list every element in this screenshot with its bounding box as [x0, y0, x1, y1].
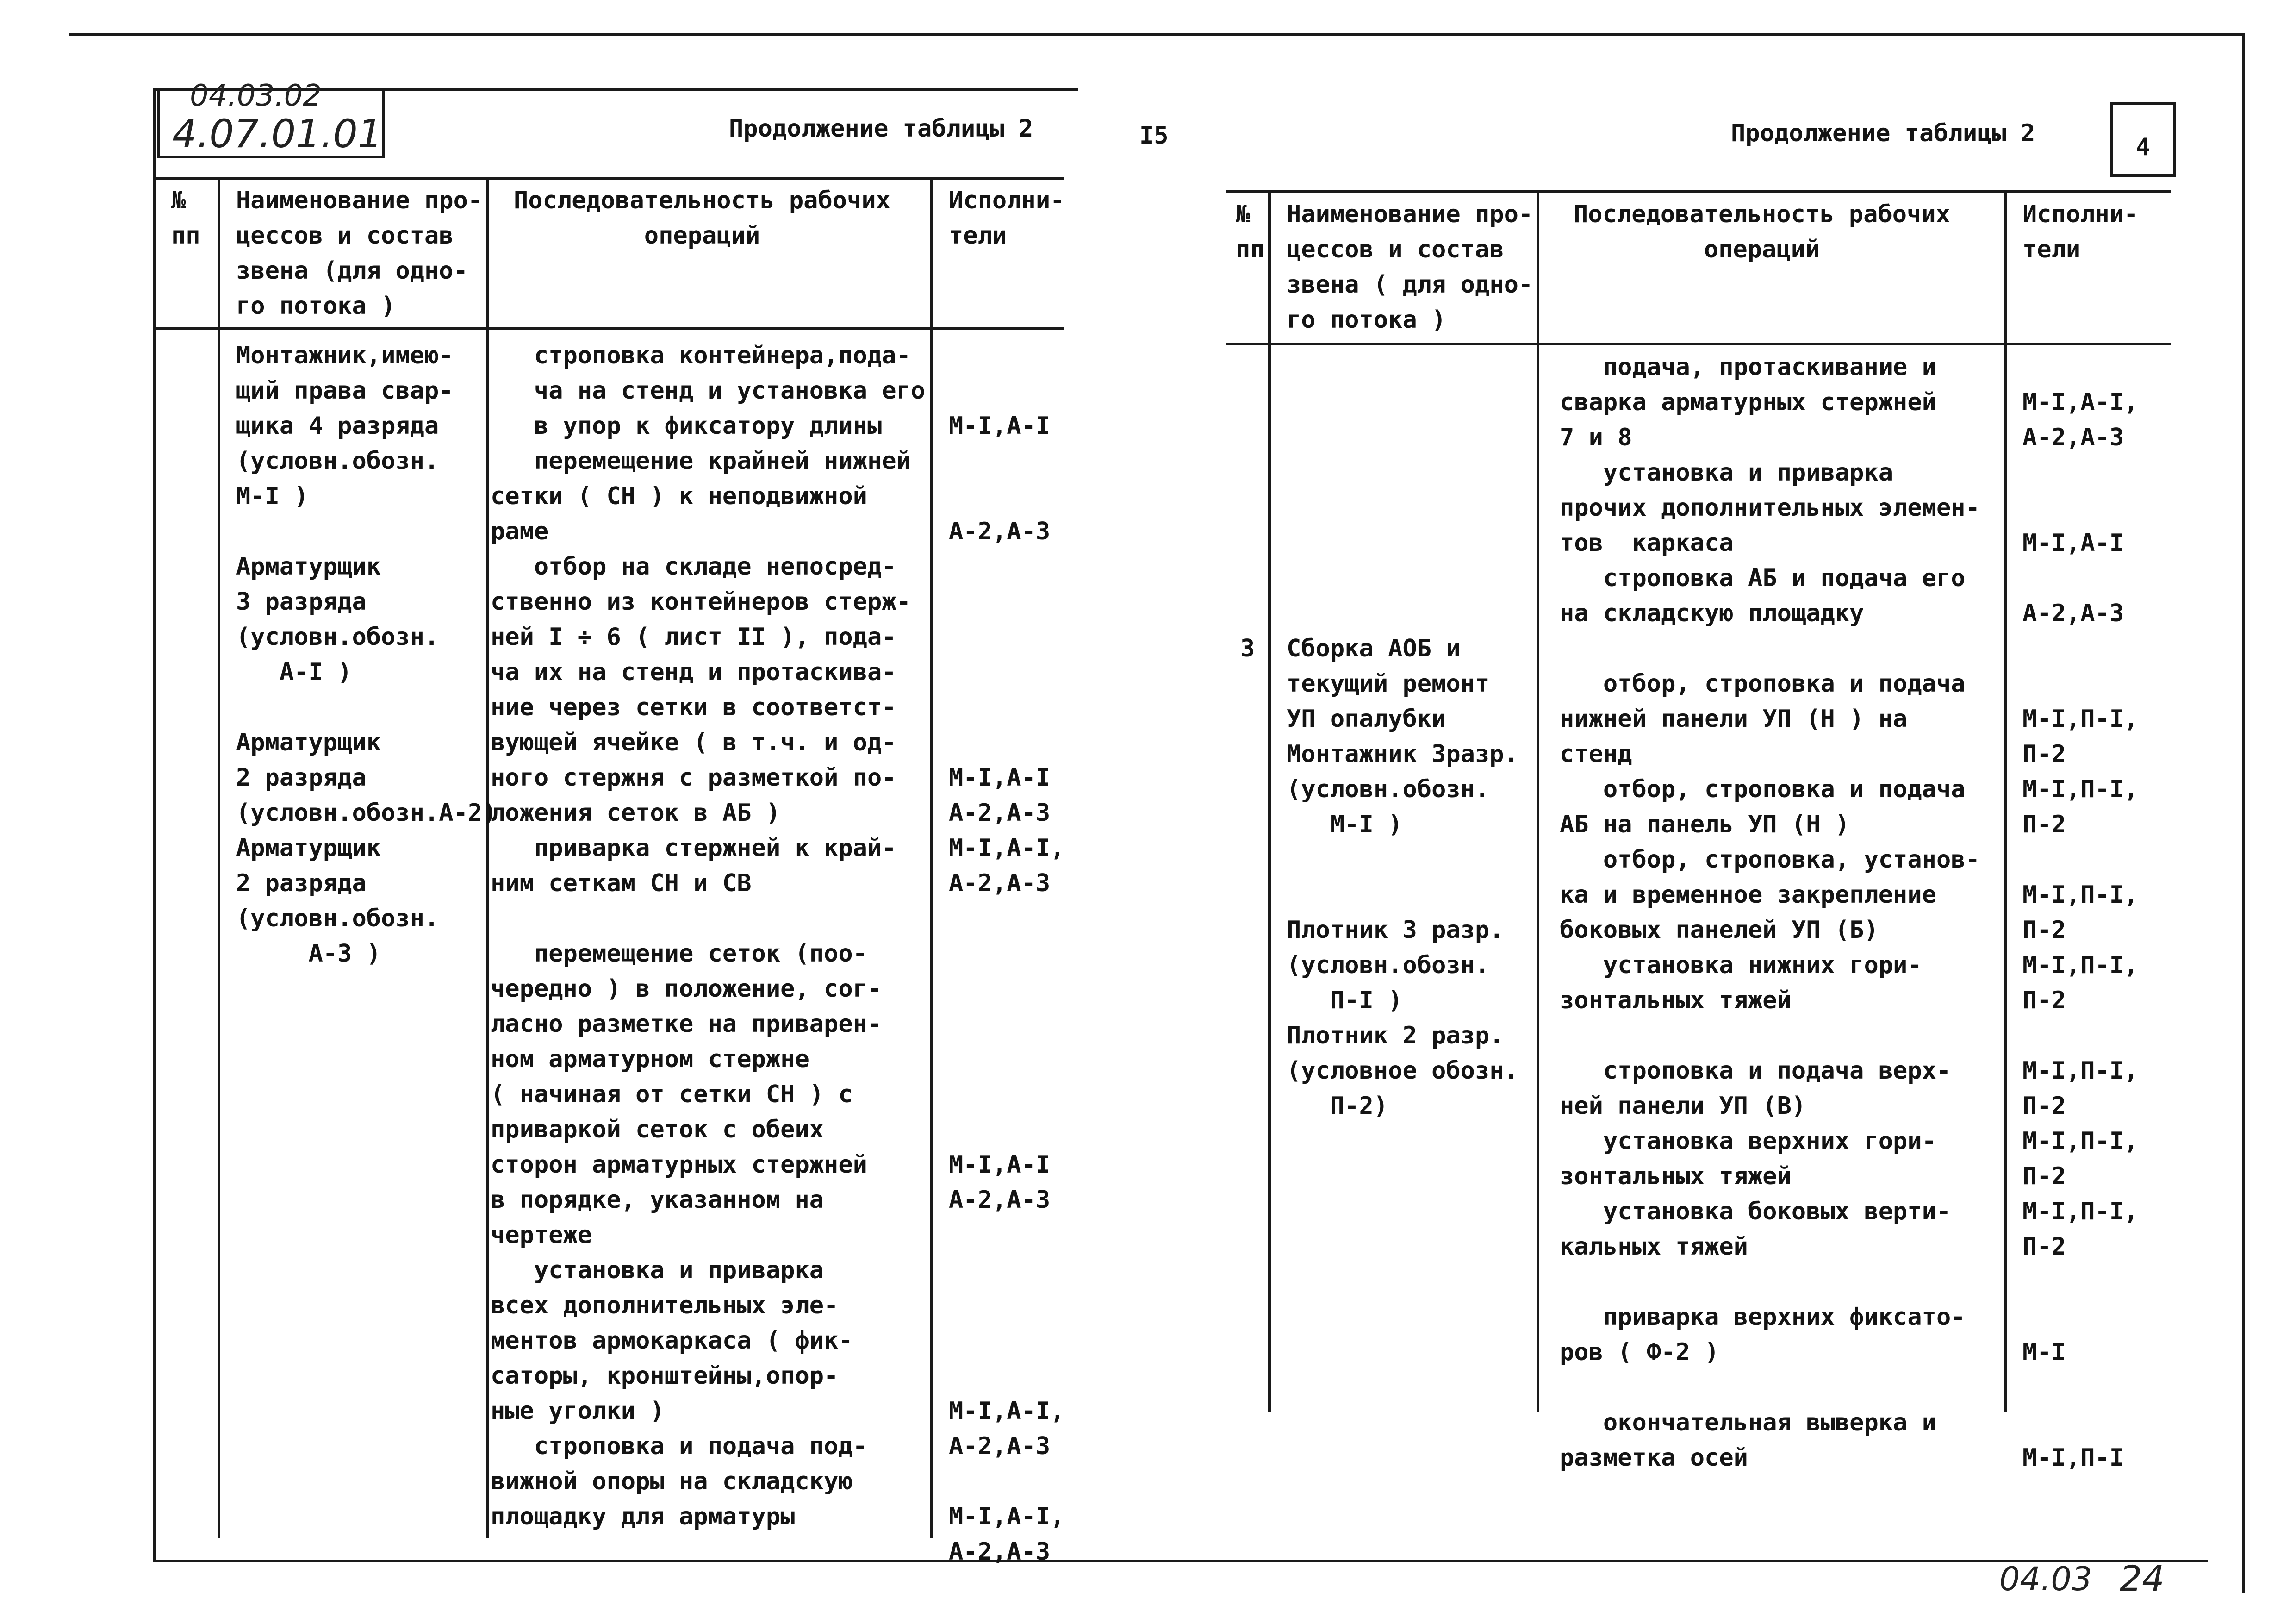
left-col-divider-3 [930, 177, 933, 1538]
right-page-number: 4 [2136, 133, 2151, 161]
right-col-divider-3 [2004, 190, 2007, 1412]
right-edge-line [2242, 33, 2245, 1593]
right-header-executors: Исполни- тели [2022, 200, 2139, 263]
top-edge-line [69, 33, 2245, 36]
stamp-code-1: 04.03.02 [190, 79, 322, 113]
footer-number: 24 [2120, 1558, 2165, 1599]
left-header-number: № пп [171, 187, 200, 250]
right-col-divider-2 [1537, 190, 1539, 1412]
page-number: I5 [1139, 122, 1169, 150]
left-operations-text: строповка контейнера,пода- ча на стенд и установка его в упор к фиксатору длины перемещение крайней нижней сетки ( СН ) к неподвижной раме отбор на складе непосред- ственно из контейнеров стерж- ней I ÷ 6 ( лист II ), пода- ча их на стенд и протаскива- ние через сетки в соответст- вующей ячейке ( в т.ч. и од- ного стержня с разметкой по- ложения сеток в АБ ) приварка стержней к край- ним сеткам СН и СВ перемещение сеток (поо- чередно ) в положение, сог- ласно разметке на приварен- ном арматурном стержне ( начиная от сетки СН ) с приваркой сеток с обеих сторон арматурных стержней в порядке, указанном на чертеже установка и приварка всех дополнительных эле- ментов армокаркаса ( фик- саторы, кронштейны,опор- ные уголки ) строповка и подача под- вижной опоры на складскую площадку для арматуры [491, 342, 926, 1530]
right-col-divider-1 [1268, 190, 1271, 1412]
right-executors-text: М-I,А-I, А-2,А-3 М-I,А-I А-2,А-3 М-I,П-I, П-2 М-I,П-I, П-2 М-I,П-I, П-2 М-I,П-I, П-2 М-I,П-I, П-2 М-I,П-I, П-2 М-I,П-I, П-2 М-I М-I,П-I [2022, 388, 2139, 1472]
left-table-top [153, 177, 1064, 180]
right-header-process: Наименование про- цессов и состав звена ( для одно- го потока ) [1287, 200, 1533, 334]
right-number-text: 3 [1240, 635, 1255, 662]
footer-code: 04.03 [1999, 1560, 2092, 1598]
left-table-title: Продолжение таблицы 2 [729, 115, 1033, 143]
left-col-divider-1 [218, 177, 220, 1538]
right-header-bottom [1226, 343, 2171, 345]
right-table-top [1226, 190, 2171, 193]
left-frame-left [153, 88, 156, 1560]
left-header-bottom [156, 327, 1064, 330]
stamp-code-2: 4.07.01.01 [172, 111, 383, 156]
right-table-title: Продолжение таблицы 2 [1731, 119, 2035, 147]
right-header-operations: Последовательность рабочих операций [1574, 200, 1950, 263]
left-header-executors: Исполни- тели [949, 187, 1065, 250]
left-header-process: Наименование про- цессов и состав звена (для одно- го потока ) [236, 187, 483, 320]
left-process-text: Монтажник,имею- щий права свар- щика 4 разряда (условн.обозн. М-I ) Арматурщик 3 разряда (условн.обозн. А-I ) Арматурщик 2 разряда (условн.обозн.А-2) Арматурщик 2 разряда (условн.обозн. А-3 ) [236, 342, 497, 968]
left-header-operations: Последовательность рабочих операций [514, 187, 890, 250]
right-process-text: Сборка АОБ и текущий ремонт УП опалубки Монтажник 3разр. (условн.обозн. М-I ) Плотник 3 разр. (условн.обозн. П-I ) Плотник 2 разр. (условное обозн. П-2) [1287, 635, 1518, 1120]
right-operations-text: подача, протаскивание и сварка арматурных стержней 7 и 8 установка и приварка прочих дополнительных элемен- тов каркаса строповка АБ и подача его на складскую площадку отбор, строповка и подача нижней панели УП (Н ) на стенд отбор, строповка и подача АБ на панель УП (Н ) отбор, строповка, установ- ка и временное закрепление боковых панелей УП (Б) установка нижних гори- зонтальных тяжей строповка и подача верх- ней панели УП (В) установка верхних гори- зонтальных тяжей установка боковых верти- кальных тяжей приварка верхних фиксато- ров ( Ф-2 ) окончательная выверка и разметка осей [1560, 353, 1980, 1472]
left-executors-text: М-I,А-I А-2,А-3 М-I,А-I А-2,А-3 М-I,А-I, А-2,А-3 М-I,А-I А-2,А-3 М-I,А-I, А-2,А-3 М-I,А-I, А-2,А-3 [949, 412, 1065, 1566]
right-header-number: № пп [1236, 200, 1265, 263]
bottom-frame [153, 1560, 2208, 1562]
